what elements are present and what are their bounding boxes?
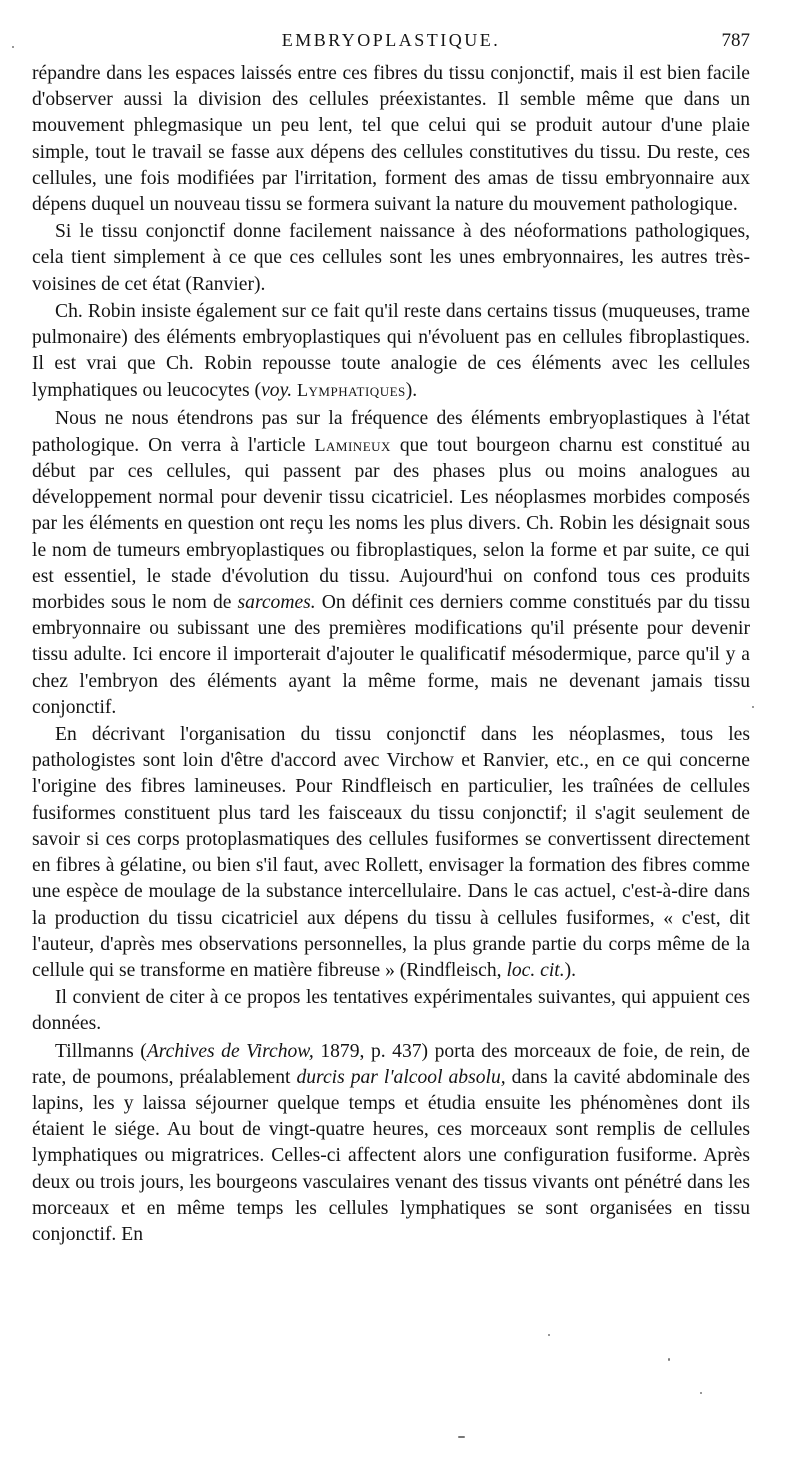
italic-reference: voy. <box>261 380 293 402</box>
body-text <box>32 61 750 1249</box>
cross-reference-lamineux: Lamineux <box>314 434 391 455</box>
text-run: Il convient de citer à ce propos les tentatives expérimentales suivantes, qui appuient ces données. <box>32 987 750 1035</box>
running-title: EMBRYOPLASTIQUE. <box>281 30 501 50</box>
text-run: 1879, p. 437) porta des morceaux de foie, de rein, de rate, de poumons, préalablement <box>32 1040 750 1088</box>
text-run: On définit ces derniers comme constitués par du tissu embryonnaire ou subissant une des premières modifications qu'il présente pour devenir tissu adulte. Ici encore il importerait d'ajouter le qualificatif mésodermique, parce qu'il y a chez l'embryon des éléments ayant la même forme, mais ne devenant jamais tissu conjonctif. <box>32 592 750 718</box>
ink-speck <box>700 1392 702 1394</box>
text-run: dans la cavité abdominale des lapins, les y laissa séjourner quelque temps et étudia ensuite les phénomènes dont ils étaient le siége. Au bout de vingt-quatre heures, ces morceaux sont remplis de cellules lymphatiques ou migratrices. Celles-ci affectent alors une configuration fusiforme. Après deux ou trois jours, les bourgeons vasculaires venant des tissus vivants ont pénétré dans les morceaux et en même temps les cellules lymphatiques se sont organisées en tissu conjonctif. En <box>32 1066 750 1245</box>
text-run: En décrivant l'organisation du tissu conjonctif dans les néoplasmes, tous les pathologistes sont loin d'être d'accord avec Virchow et Ranvier, etc., en ce qui concerne l'origine des fibres lamineuses. Pour Rindfleisch en particulier, les traînées de cellules fusiformes constituent plus tard les faisceaux du tissu conjonctif; il s'agit seulement de savoir si ces corps protoplasmatiques des cellules fusiformes se convertissent directement en fibres à gélatine, ou bien s'il faut, avec Rollett, envisager la formation des fibres comme une espèce de moulage de la substance intercellulaire. Dans le cas actuel, c'est-à-dire dans la production du tissu cicatriciel aux dépens du tissu à cellules fusiformes, « c'est, dit l'auteur, d'après mes observations personnelles, la plus grande partie du corps même de la cellule qui se transforme en matière fibreuse » (Rindfleisch, <box>32 724 750 981</box>
paragraph-1 <box>32 61 750 218</box>
text-run: Nous ne nous étendrons pas sur la fréquence des éléments embryoplastiques à l'état pathologique. On verra à l'article <box>32 407 750 456</box>
paragraph-2 <box>32 219 750 298</box>
paragraph-7 <box>32 1039 750 1249</box>
page-header <box>32 30 750 56</box>
page-number: 787 <box>721 30 750 51</box>
text-run: répandre dans les espaces laissés entre ces fibres du tissu conjonctif, mais il est bien facile d'observer aussi la division des cellules préexistantes. Il semble même que dans un mouvement phlegmasique un peu lent, tel que celui qui se produit autour d'une plaie simple, tout le travail se fasse aux dépens des cellules constitutives du tissu. Du reste, ces cellules, une fois modifiées par l'irritation, forment des amas de tissu embryonnaire aux dépens duquel un nouveau tissu se formera suivant la nature du mouvement pathologique. <box>32 63 750 216</box>
ink-speck <box>752 706 754 708</box>
text-run: que tout bourgeon charnu est constitué au début par ces cellules, qui passent par des phases plus ou moins analogues au développement normal pour devenir tissu cicatriciel. Les néoplasmes morbides composés par les éléments en question ont reçu les noms les plus divers. Ch. Robin les désignait sous le nom de tumeurs embryoplastiques ou fibroplastiques, selon la forme et par suite, ce qui est essentiel, le stade d'évolution du tissu. Aujourd'hui on confond tous ces produits morbides sous le nom de <box>32 434 750 614</box>
ink-speck <box>548 1334 550 1336</box>
paragraph-4 <box>32 406 750 721</box>
ink-speck <box>668 1358 670 1361</box>
paragraph-5 <box>32 722 750 984</box>
text-run: ). <box>405 380 418 402</box>
italic-citation: loc. cit. <box>506 959 565 981</box>
italic-phrase: durcis par l'alcool absolu, <box>296 1066 506 1088</box>
text-run: Tillmanns ( <box>55 1040 147 1062</box>
italic-term-sarcomes: sarcomes. <box>237 592 316 614</box>
italic-journal-title: Archives de Virchow, <box>146 1040 314 1062</box>
paragraph-3 <box>32 299 750 405</box>
ink-speck <box>458 1436 465 1438</box>
cross-reference-lymphatiques: Lymphatiques <box>297 380 406 401</box>
text-run: Si le tissu conjonctif donne facilement naissance à des néoformations pathologiques, cela tient simplement à ce que ces cellules sont les unes embryonnaires, les autres très-voisines de cet état (Ranvier). <box>32 221 750 295</box>
ink-speck <box>12 46 14 48</box>
text-run: ). <box>564 959 577 981</box>
paragraph-6 <box>32 985 750 1037</box>
text-run: Ch. Robin insiste également sur ce fait qu'il reste dans certains tissus (muqueuses, trame pulmonaire) des éléments embryoplastiques qui n'évoluent pas en cellules fibroplastiques. Il est vrai que Ch. Robin repousse toute analogie de ces éléments avec les cellules lymphatiques ou leucocytes ( <box>32 300 750 402</box>
